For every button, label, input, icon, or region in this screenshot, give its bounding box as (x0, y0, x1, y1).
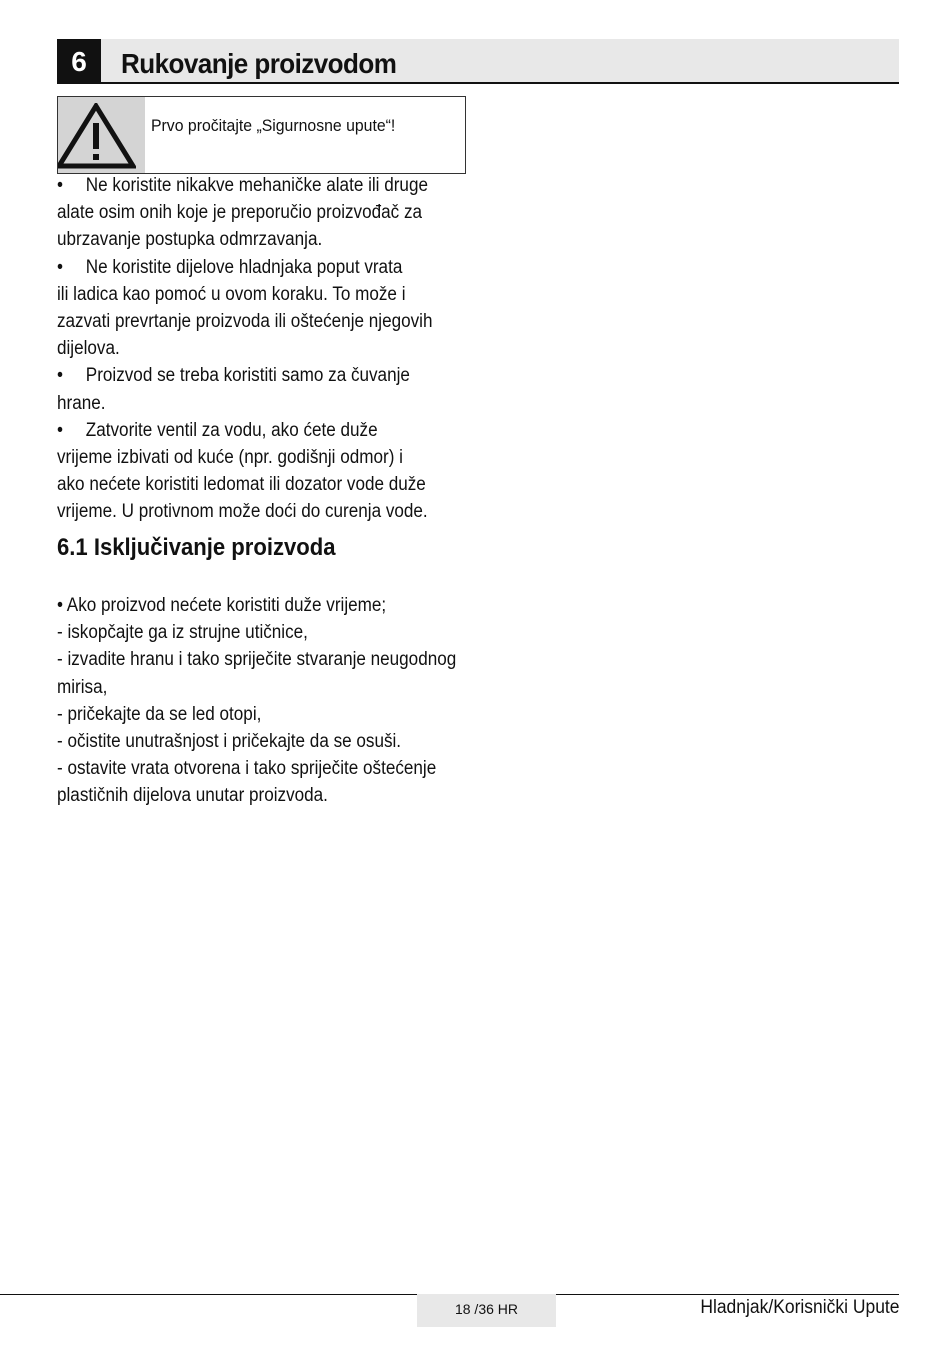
instruction-text: vrijeme izbivati od kuće (npr. godišnji odmor) i (57, 447, 403, 468)
warning-text: Prvo pročitajte „Sigurnosne upute“! (151, 116, 396, 135)
instruction-line (57, 281, 405, 308)
bullet-icon: • (57, 175, 63, 196)
chapter-number: 6 (57, 39, 101, 82)
instruction-line (57, 308, 432, 335)
instruction-line (57, 335, 120, 362)
instruction-text: ubrzavanje postupka odmrzavanja. (57, 229, 323, 251)
section-line: - očistite unutrašnjost i pričekajte da se osuši. (57, 731, 402, 752)
instruction-line (57, 226, 322, 253)
section-title: 6.1 Isključivanje proizvoda (57, 534, 336, 561)
instruction-text: Ne koristite dijelove hladnjaka poput vrata (85, 256, 403, 278)
section-line: - pričekajte da se led otopi, (57, 703, 262, 725)
instruction-text: ako nećete koristiti ledomat ili dozator vode duže (57, 474, 426, 496)
section-line: - iskopčajte ga iz strujne utičnice, (57, 622, 308, 644)
warning-triangle-icon (58, 97, 145, 173)
instruction-line (57, 444, 403, 471)
page-number: 18 /36 HR (417, 1294, 556, 1327)
document-title: Hladnjak/Korisnički Upute (699, 1297, 899, 1318)
instruction-text: Ne koristite nikakve mehaničke alate ili druge (85, 175, 428, 196)
instruction-line (57, 199, 422, 226)
instruction-text: zazvati prevrtanje proizvoda ili oštećenje njegovih (57, 311, 433, 332)
section-line: • Ako proizvod nećete koristiti duže vrijeme; (57, 595, 387, 616)
instruction-text: ili ladica kao pomoć u ovom koraku. To može i (57, 283, 406, 305)
instruction-line (57, 362, 410, 389)
instruction-line (57, 254, 402, 281)
instruction-line (57, 417, 378, 444)
section-line: - izvadite hranu i tako spriječite stvaranje neugodnog (57, 649, 457, 671)
chapter-header (57, 39, 899, 84)
chapter-title: Rukovanje proizvodom (121, 48, 397, 79)
instruction-line (57, 471, 426, 498)
section-line: mirisa, (57, 676, 108, 698)
bullet-icon: • (57, 365, 63, 387)
instruction-line (57, 390, 105, 417)
instruction-text: vrijeme. U protivnom može doći do curenja vode. (57, 501, 428, 523)
bullet-icon: • (57, 419, 63, 441)
instruction-text: hrane. (57, 392, 106, 414)
warning-box (57, 96, 466, 174)
bullet-icon: • (57, 256, 63, 278)
instruction-text: Proizvod se treba koristiti samo za čuvanje (85, 365, 410, 387)
section-line: - ostavite vrata otvorena i tako spriječite oštećenje (57, 758, 437, 780)
instruction-text: dijelova. (57, 338, 120, 360)
instruction-text: Zatvorite ventil za vodu, ako ćete duže (85, 419, 378, 441)
section-line: plastičnih dijelova unutar proizvoda. (57, 785, 328, 807)
instruction-line (57, 172, 428, 199)
instruction-text: alate osim onih koje je preporučio proizvođač za (57, 202, 423, 224)
instruction-line (57, 498, 428, 525)
